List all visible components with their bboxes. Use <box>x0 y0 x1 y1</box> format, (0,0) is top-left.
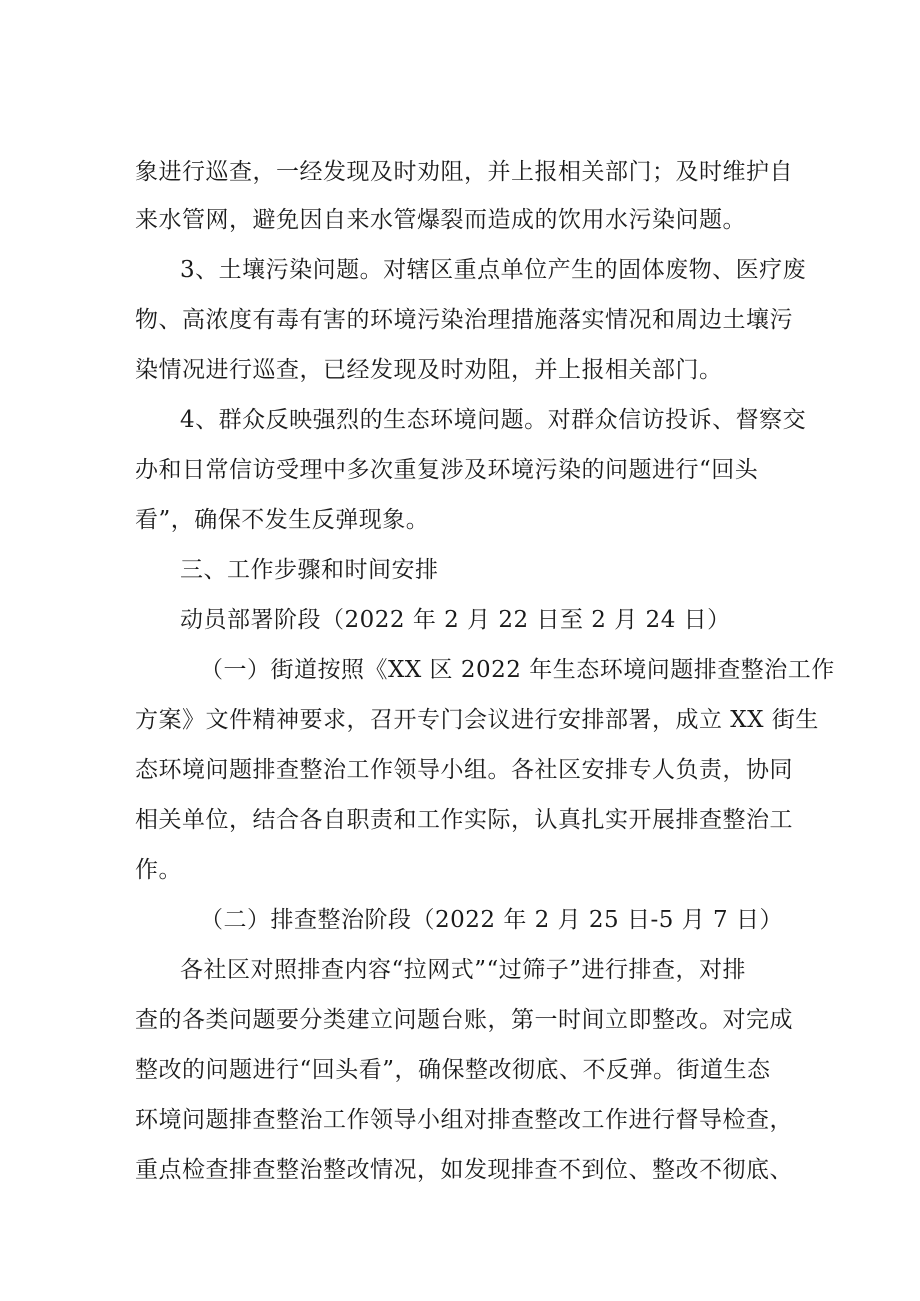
subsection-1-heading: （一）街道按照《XX 区 2022 年生态环境问题排查整治工作 <box>200 657 835 683</box>
text-line: 重点检查排查整治整改情况，如发现排查不到位、整改不彻底、 <box>135 1157 793 1183</box>
text-line: 环境问题排查整治工作领导小组对排查整改工作进行督导检查， <box>135 1107 793 1133</box>
text-line: 态环境问题排查整治工作领导小组。各社区安排专人负责，协同 <box>135 757 793 783</box>
text-line: 查的各类问题要分类建立问题台账，第一时间立即整改。对完成 <box>135 1007 793 1033</box>
text-line: 作。 <box>135 857 182 883</box>
text-line: 物、高浓度有毒有害的环境污染治理措施落实情况和周边土壤污 <box>135 307 793 333</box>
text-line: 办和日常信访受理中多次重复涉及环境污染的问题进行“回头 <box>135 457 759 483</box>
section-heading-3: 三、工作步骤和时间安排 <box>180 557 439 583</box>
text-line: 方案》文件精神要求，召开专门会议进行安排部署，成立 XX 街生 <box>135 707 819 733</box>
paragraph-3-soil-pollution: 3、土壤污染问题。对辖区重点单位产生的固体废物、医疗废 <box>180 257 807 283</box>
mobilization-stage-heading: 动员部署阶段（2022 年 2 月 22 日至 2 月 24 日） <box>180 607 731 633</box>
subsection-2-heading: （二）排查整治阶段（2022 年 2 月 25 日-5 月 7 日） <box>200 907 783 933</box>
text-line: 来水管网，避免因自来水管爆裂而造成的饮用水污染问题。 <box>135 207 746 233</box>
paragraph-4-public-concerns: 4、群众反映强烈的生态环境问题。对群众信访投诉、督察交 <box>180 407 807 433</box>
text-line: 各社区对照排查内容“拉网式”“过筛子”进行排查，对排 <box>180 957 747 983</box>
text-line: 整改的问题进行“回头看”，确保整改彻底、不反弹。街道生态 <box>135 1057 771 1083</box>
text-line: 相关单位，结合各自职责和工作实际，认真扎实开展排查整治工 <box>135 807 793 833</box>
text-line: 看”，确保不发生反弹现象。 <box>135 507 430 533</box>
text-line: 象进行巡查，一经发现及时劝阻，并上报相关部门；及时维护自 <box>135 159 793 185</box>
text-line: 染情况进行巡查，已经发现及时劝阻，并上报相关部门。 <box>135 357 723 383</box>
